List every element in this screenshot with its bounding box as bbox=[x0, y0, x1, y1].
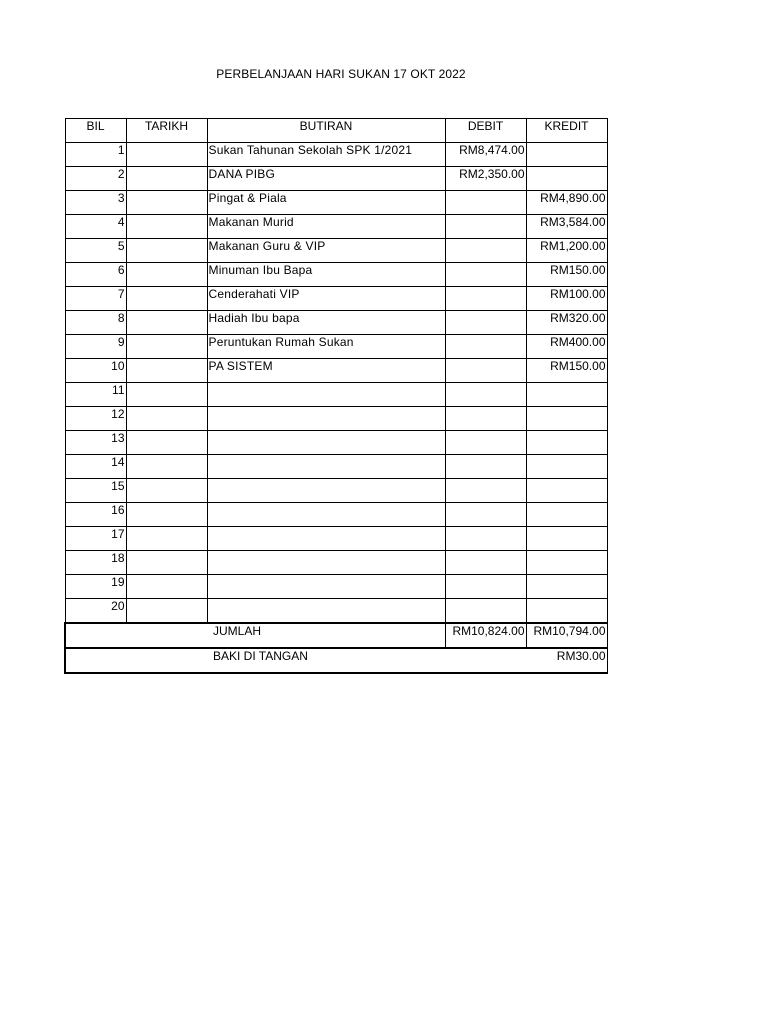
row-debit bbox=[445, 383, 526, 407]
header-debit: DEBIT bbox=[445, 119, 526, 143]
expense-table bbox=[64, 118, 608, 674]
balance-row bbox=[65, 648, 607, 673]
row-debit bbox=[445, 599, 526, 624]
row-kredit bbox=[526, 503, 607, 527]
table-row bbox=[65, 143, 607, 167]
row-debit bbox=[445, 407, 526, 431]
row-kredit bbox=[526, 479, 607, 503]
row-debit bbox=[445, 311, 526, 335]
row-butiran bbox=[207, 551, 445, 575]
row-kredit bbox=[526, 599, 607, 624]
row-bil: 17 bbox=[65, 527, 126, 551]
table-row bbox=[65, 335, 607, 359]
row-bil: 9 bbox=[65, 335, 126, 359]
row-kredit: RM4,890.00 bbox=[526, 191, 607, 215]
row-tarikh bbox=[126, 287, 207, 311]
row-debit bbox=[445, 191, 526, 215]
row-tarikh bbox=[126, 407, 207, 431]
table-row bbox=[65, 503, 607, 527]
row-tarikh bbox=[126, 551, 207, 575]
document-title: PERBELANJAAN HARI SUKAN 17 OKT 2022 bbox=[216, 67, 466, 81]
table-row bbox=[65, 575, 607, 599]
table-row bbox=[65, 191, 607, 215]
row-butiran bbox=[207, 527, 445, 551]
table-row bbox=[65, 551, 607, 575]
row-butiran: Pingat & Piala bbox=[207, 191, 445, 215]
row-debit bbox=[445, 479, 526, 503]
balance-spacer bbox=[445, 648, 526, 673]
row-kredit bbox=[526, 551, 607, 575]
row-tarikh bbox=[126, 335, 207, 359]
row-butiran: Cenderahati VIP bbox=[207, 287, 445, 311]
row-debit bbox=[445, 335, 526, 359]
row-tarikh bbox=[126, 215, 207, 239]
row-butiran: DANA PIBG bbox=[207, 167, 445, 191]
row-kredit: RM3,584.00 bbox=[526, 215, 607, 239]
row-kredit bbox=[526, 407, 607, 431]
row-bil: 14 bbox=[65, 455, 126, 479]
row-kredit: RM100.00 bbox=[526, 287, 607, 311]
row-tarikh bbox=[126, 143, 207, 167]
total-label-cell bbox=[65, 623, 445, 648]
row-debit bbox=[445, 263, 526, 287]
row-debit: RM8,474.00 bbox=[445, 143, 526, 167]
row-kredit: RM1,200.00 bbox=[526, 239, 607, 263]
row-butiran bbox=[207, 431, 445, 455]
row-kredit: RM400.00 bbox=[526, 335, 607, 359]
row-bil: 12 bbox=[65, 407, 126, 431]
row-debit bbox=[445, 239, 526, 263]
row-butiran: Makanan Murid bbox=[207, 215, 445, 239]
row-bil: 16 bbox=[65, 503, 126, 527]
header-butiran: BUTIRAN bbox=[207, 119, 445, 143]
header-kredit: KREDIT bbox=[526, 119, 607, 143]
row-kredit bbox=[526, 167, 607, 191]
row-debit bbox=[445, 551, 526, 575]
row-bil: 7 bbox=[65, 287, 126, 311]
row-tarikh bbox=[126, 263, 207, 287]
row-debit bbox=[445, 215, 526, 239]
row-tarikh bbox=[126, 359, 207, 383]
row-tarikh bbox=[126, 599, 207, 624]
row-tarikh bbox=[126, 527, 207, 551]
row-butiran bbox=[207, 503, 445, 527]
row-tarikh bbox=[126, 311, 207, 335]
row-tarikh bbox=[126, 503, 207, 527]
row-butiran bbox=[207, 407, 445, 431]
row-butiran bbox=[207, 599, 445, 624]
row-butiran bbox=[207, 455, 445, 479]
row-bil: 13 bbox=[65, 431, 126, 455]
row-kredit bbox=[526, 143, 607, 167]
row-kredit bbox=[526, 527, 607, 551]
row-tarikh bbox=[126, 479, 207, 503]
row-kredit bbox=[526, 455, 607, 479]
table-row bbox=[65, 407, 607, 431]
row-bil: 10 bbox=[65, 359, 126, 383]
table-row bbox=[65, 455, 607, 479]
row-bil: 11 bbox=[65, 383, 126, 407]
total-label: JUMLAH bbox=[213, 624, 262, 638]
row-debit: RM2,350.00 bbox=[445, 167, 526, 191]
row-bil: 18 bbox=[65, 551, 126, 575]
row-kredit bbox=[526, 383, 607, 407]
table-row bbox=[65, 287, 607, 311]
row-debit bbox=[445, 575, 526, 599]
row-kredit: RM150.00 bbox=[526, 263, 607, 287]
balance-label-cell bbox=[65, 648, 445, 673]
row-butiran bbox=[207, 479, 445, 503]
row-bil: 6 bbox=[65, 263, 126, 287]
balance-label: BAKI DI TANGAN bbox=[213, 649, 308, 663]
table-row bbox=[65, 479, 607, 503]
table-row bbox=[65, 311, 607, 335]
table-row bbox=[65, 215, 607, 239]
row-kredit: RM320.00 bbox=[526, 311, 607, 335]
row-debit bbox=[445, 455, 526, 479]
row-tarikh bbox=[126, 167, 207, 191]
row-bil: 2 bbox=[65, 167, 126, 191]
table-row bbox=[65, 239, 607, 263]
row-kredit: RM150.00 bbox=[526, 359, 607, 383]
row-bil: 5 bbox=[65, 239, 126, 263]
row-butiran: Peruntukan Rumah Sukan bbox=[207, 335, 445, 359]
row-bil: 20 bbox=[65, 599, 126, 624]
table-header-row bbox=[65, 119, 607, 143]
row-bil: 19 bbox=[65, 575, 126, 599]
row-tarikh bbox=[126, 575, 207, 599]
total-kredit: RM10,794.00 bbox=[526, 623, 607, 648]
row-butiran: Makanan Guru & VIP bbox=[207, 239, 445, 263]
row-tarikh bbox=[126, 191, 207, 215]
total-row bbox=[65, 623, 607, 648]
row-butiran: PA SISTEM bbox=[207, 359, 445, 383]
row-tarikh bbox=[126, 239, 207, 263]
row-butiran: Hadiah Ibu bapa bbox=[207, 311, 445, 335]
total-debit: RM10,824.00 bbox=[445, 623, 526, 648]
row-kredit bbox=[526, 431, 607, 455]
table-body bbox=[65, 143, 607, 624]
table-row bbox=[65, 431, 607, 455]
table-row bbox=[65, 383, 607, 407]
row-butiran bbox=[207, 383, 445, 407]
table-row bbox=[65, 359, 607, 383]
row-debit bbox=[445, 527, 526, 551]
table-row bbox=[65, 263, 607, 287]
row-debit bbox=[445, 503, 526, 527]
header-tarikh: TARIKH bbox=[126, 119, 207, 143]
row-debit bbox=[445, 287, 526, 311]
row-debit bbox=[445, 359, 526, 383]
row-butiran bbox=[207, 575, 445, 599]
header-bil: BIL bbox=[65, 119, 126, 143]
table-row bbox=[65, 527, 607, 551]
row-bil: 15 bbox=[65, 479, 126, 503]
row-bil: 3 bbox=[65, 191, 126, 215]
row-bil: 4 bbox=[65, 215, 126, 239]
row-tarikh bbox=[126, 431, 207, 455]
table-row bbox=[65, 599, 607, 624]
table-row bbox=[65, 167, 607, 191]
row-butiran: Sukan Tahunan Sekolah SPK 1/2021 bbox=[207, 143, 445, 167]
row-butiran: Minuman Ibu Bapa bbox=[207, 263, 445, 287]
row-kredit bbox=[526, 575, 607, 599]
row-tarikh bbox=[126, 383, 207, 407]
row-bil: 1 bbox=[65, 143, 126, 167]
row-tarikh bbox=[126, 455, 207, 479]
balance-value: RM30.00 bbox=[526, 648, 607, 673]
row-bil: 8 bbox=[65, 311, 126, 335]
row-debit bbox=[445, 431, 526, 455]
